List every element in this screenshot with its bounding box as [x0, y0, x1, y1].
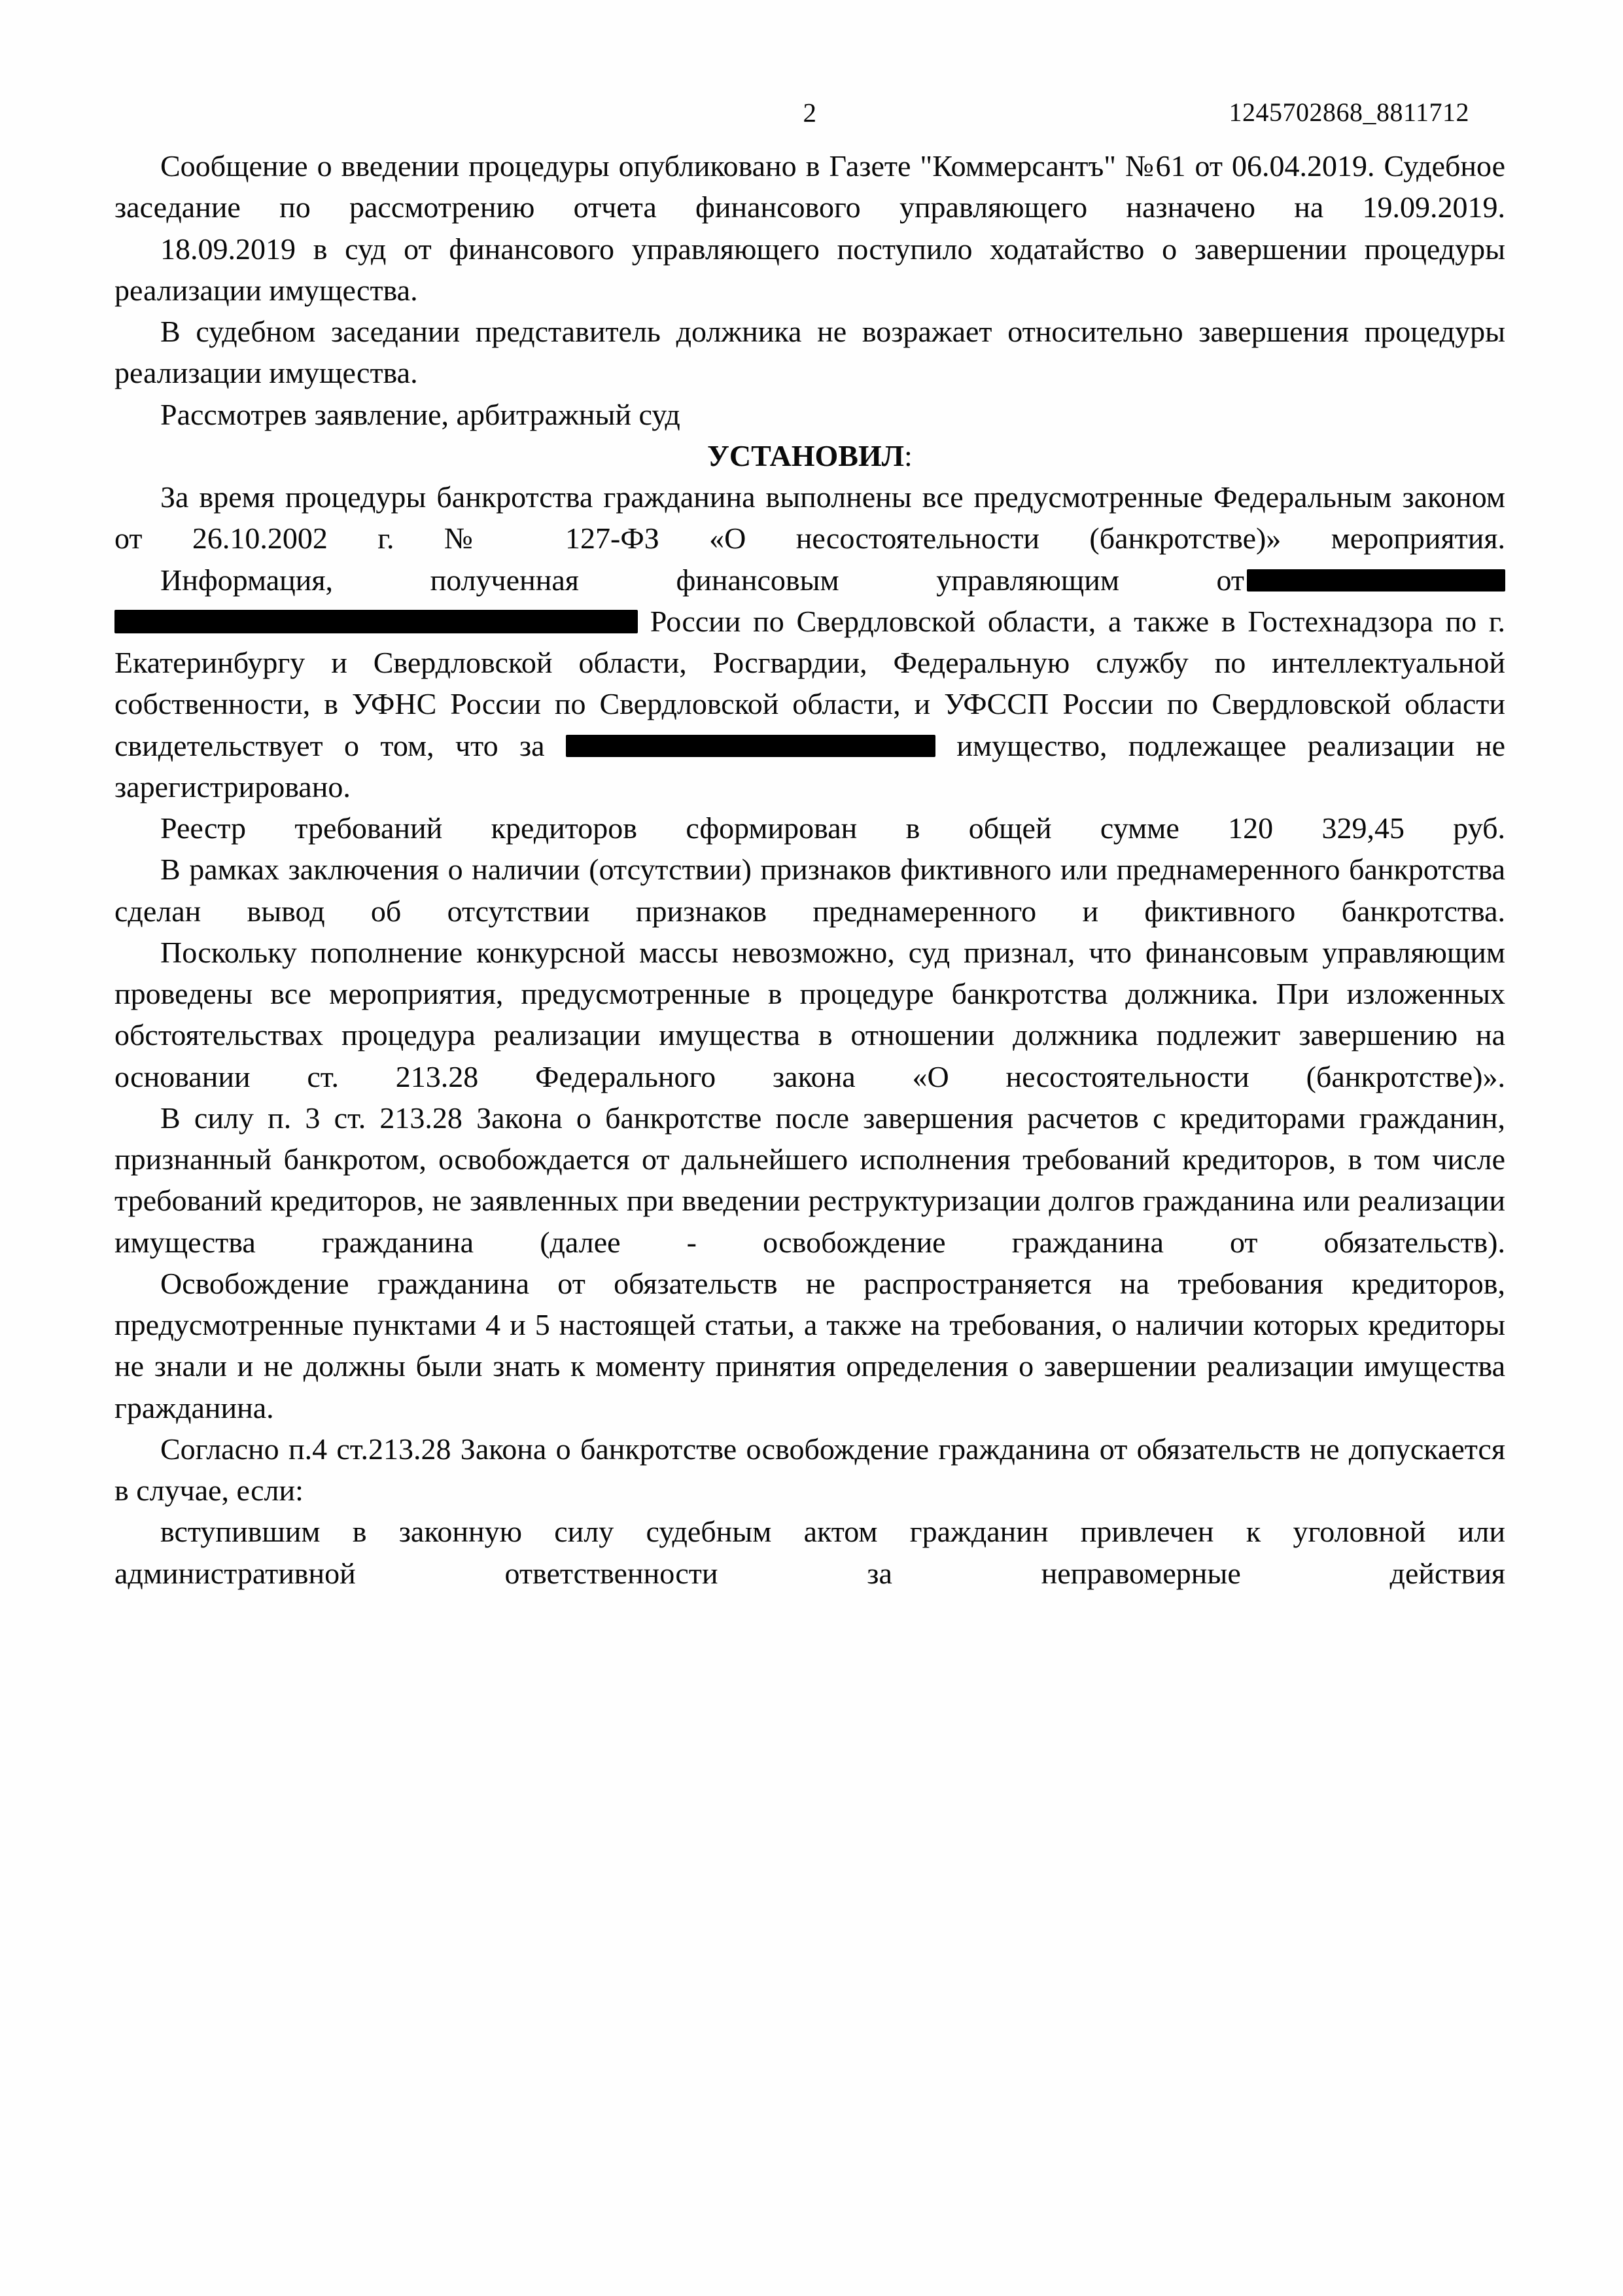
page-header — [114, 72, 1505, 131]
paragraph-creditors-register: Реестр требований кредиторов сформирован в общей сумме 120 329,45 руб. — [160, 811, 1505, 845]
paragraph-release-not-allowed: Согласно п.4 ст.213.28 Закона о банкротстве освобождение гражданина от обязательств не допускается в случае, если: — [114, 1432, 1505, 1507]
document-id: 1245702868_8811712 — [1229, 97, 1469, 127]
page-number: 2 — [803, 97, 817, 128]
heading-text: УСТАНОВИЛ — [707, 438, 905, 472]
document-body — [114, 145, 1505, 1594]
paragraph-redacted-information — [114, 559, 1505, 808]
redacted-text-part3: имущество, подлежащее реализации не зарегистрировано. — [114, 728, 1506, 804]
section-heading-ustanovil — [114, 435, 1505, 476]
redaction-bar-3 — [566, 735, 935, 757]
paragraph-fictitious-bankruptcy: В рамках заключения о наличии (отсутствии) признаков фиктивного или преднамеренного банкротства сделан вывод об отсутствии признаков преднамеренного и фиктивного банкротства. — [114, 853, 1505, 928]
redaction-bar-2 — [114, 610, 638, 633]
heading-colon: : — [904, 438, 913, 472]
redacted-text-part1: Информация, полученная финансовым управляющим от — [160, 563, 1244, 597]
redaction-bar-1 — [1247, 569, 1505, 592]
paragraph-criminal-liability: вступившим в законную силу судебным актом гражданин привлечен к уголовной или административной ответственности за неправомерные действия — [114, 1515, 1505, 1590]
paragraph-petition-filed: 18.09.2019 в суд от финансового управляющего поступило ходатайство о завершении процедуры реализации имущества. — [114, 232, 1505, 307]
paragraph-procedure-completion: Поскольку пополнение конкурсной массы невозможно, суд признал, что финансовым управляющим проведены все мероприятия, предусмотренные в процедуре банкротства должника. При изложенных обстоятельствах процедура реализации имущества в отношении должника подлежит завершению на основании ст. 213.28 Федерального закона «О несостоятельности (банкротстве)». — [114, 935, 1505, 1093]
paragraph-publication-notice: Сообщение о введении процедуры опубликовано в Газете "Коммерсантъ" №61 от 06.04.2019. Судебное заседание по рассмотрению отчета финансового управляющего назначено на 19.09.2019. — [114, 149, 1505, 224]
paragraph-debtor-representative: В судебном заседании представитель должника не возражает относительно завершения процедуры реализации имущества. — [114, 315, 1505, 390]
paragraph-release-from-obligations: В силу п. 3 ст. 213.28 Закона о банкротстве после завершения расчетов с кредиторами гражданин, признанный банкротом, освобождается от дальнейшего исполнения требований кредиторов, в том числе требований кредиторов, не заявленных при введении реструктуризации долгов гражданина или реализации имущества гражданина (далее - освобождение гражданина от обязательств). — [114, 1101, 1505, 1259]
redacted-text-part2: России по Свердловской области, а также в Гостехнадзора по г. Екатеринбургу и Свердловской области, Росгвардии, Федеральную службу по интеллектуальной собственности, в УФНС России по Свердловской области, и УФССП России по Свердловской области свидетельствует о том, что за — [114, 604, 1506, 762]
paragraph-court-considered: Рассмотрев заявление, арбитражный суд — [160, 397, 680, 431]
paragraph-release-exceptions: Освобождение гражданина от обязательств не распространяется на требования кредиторов, предусмотренные пунктами 4 и 5 настоящей статьи, а также на требования, о наличии которых кредиторы не знали и не должны были знать к моменту принятия определения о завершении реализации имущества гражданина. — [114, 1266, 1505, 1424]
paragraph-measures-completed: За время процедуры банкротства гражданина выполнены все предусмотренные Федеральным законом от 26.10.2002 г. № 127-ФЗ «О несостоятельности (банкротстве)» мероприятия. — [114, 480, 1505, 556]
